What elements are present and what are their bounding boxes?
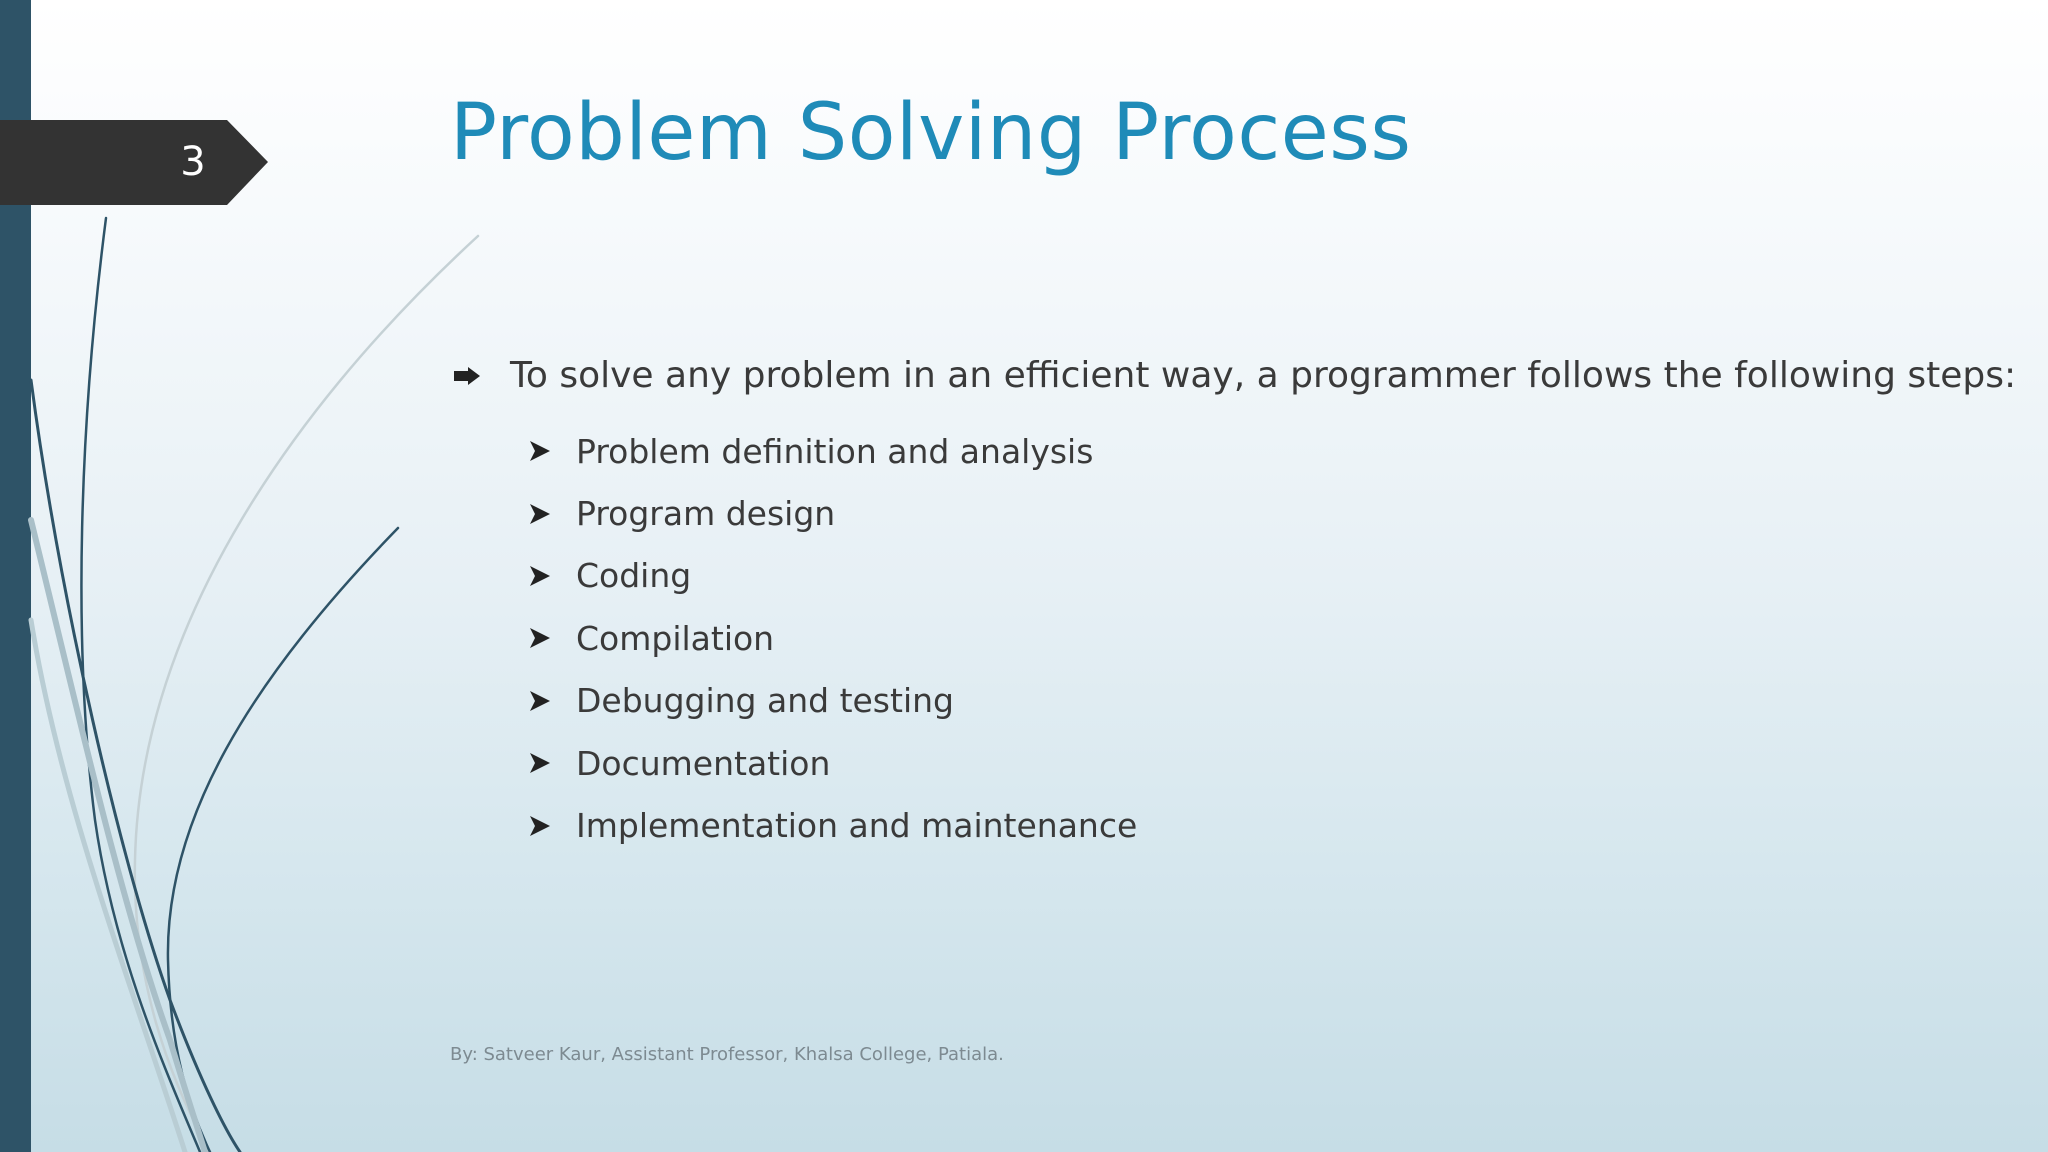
step-label: Implementation and maintenance — [576, 806, 1138, 846]
arrowhead-icon — [528, 751, 552, 775]
list-item — [528, 545, 1137, 607]
slide-title: Problem Solving Process — [450, 88, 1412, 178]
step-label: Problem definition and analysis — [576, 431, 1094, 471]
list-item — [528, 670, 1137, 732]
intro-text: To solve any problem in an efficient way, a programmer follows the following steps: — [510, 355, 2017, 396]
step-label: Documentation — [576, 743, 831, 783]
arrowhead-icon — [528, 564, 552, 588]
arrowhead-icon — [528, 439, 552, 463]
arrowhead-icon — [528, 814, 552, 838]
slide-number: 3 — [180, 139, 206, 185]
list-item — [528, 420, 1137, 482]
list-item — [528, 607, 1137, 669]
steps-list — [528, 420, 1137, 857]
slide-number-tab — [0, 120, 268, 205]
step-label: Debugging and testing — [576, 681, 954, 721]
arrowhead-icon — [528, 502, 552, 526]
arrowhead-icon — [528, 626, 552, 650]
arrowhead-icon — [528, 689, 552, 713]
step-label: Coding — [576, 556, 692, 596]
step-label: Program design — [576, 494, 836, 534]
step-label: Compilation — [576, 618, 775, 658]
list-item — [528, 732, 1137, 794]
footer-credit: By: Satveer Kaur, Assistant Professor, Khalsa College, Patiala. — [450, 1044, 1004, 1065]
list-item — [528, 794, 1137, 856]
right-pointing-arrow-icon — [452, 365, 482, 387]
intro-bullet — [452, 355, 2016, 396]
list-item — [528, 482, 1137, 544]
